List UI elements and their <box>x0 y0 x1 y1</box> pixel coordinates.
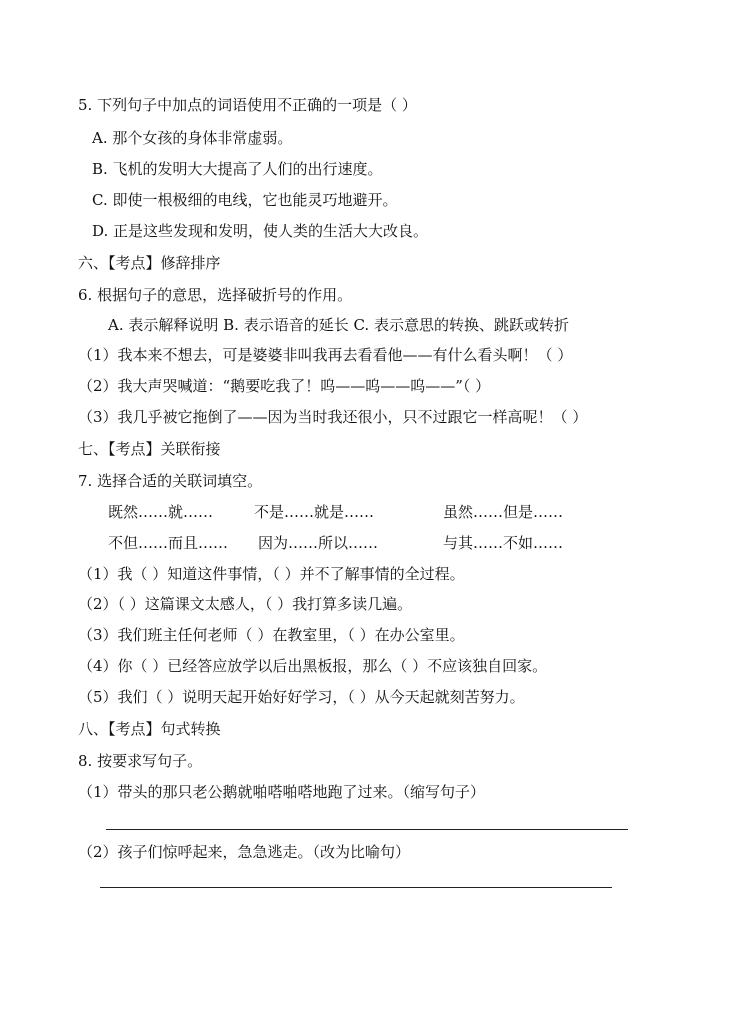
q8-answer-line-2[interactable] <box>100 887 612 888</box>
q8-item-2: （2）孩子们惊呼起来，急急逃走。（改为比喻句） <box>78 843 411 861</box>
q8-stem: 8. 按要求写句子。 <box>78 752 203 770</box>
q7-word-option: 因为……所以…… <box>258 534 379 552</box>
q6-item-1: （1）我本来不想去，可是婆婆非叫我再去看看他——有什么看头啊！（ ） <box>78 346 573 364</box>
q7-word-option: 不但……而且…… <box>108 534 229 552</box>
q7-word-option: 虽然……但是…… <box>443 503 564 521</box>
q7-word-option: 既然……就…… <box>108 503 214 521</box>
q5-option-b: B. 飞机的发明大大提高了人们的出行速度。 <box>92 160 383 178</box>
q7-item-4: （4）你（ ）已经答应放学以后出黑板报，那么（ ）不应该独自回家。 <box>78 657 548 675</box>
q6-choices: A. 表示解释说明 B. 表示语音的延长 C. 表示意思的转换、跳跃或转折 <box>108 316 569 334</box>
q5-stem: 5. 下列句子中加点的词语使用不正确的一项是（ ） <box>78 96 417 114</box>
q8-item-1: （1）带头的那只老公鹅就啪嗒啪嗒地跑了过来。（缩写句子） <box>78 783 486 801</box>
q7-word-option: 不是……就是…… <box>254 503 375 521</box>
q7-item-5: （5）我们（ ）说明天起开始好好学习，（ ）从今天起就刻苦努力。 <box>78 688 525 706</box>
q5-option-c: C. 即使一根极细的电线，它也能灵巧地避开。 <box>92 191 398 209</box>
q7-item-1: （1）我（ ）知道这件事情，（ ）并不了解事情的全过程。 <box>78 565 465 583</box>
q7-stem: 7. 选择合适的关联词填空。 <box>78 472 263 490</box>
q8-answer-line-1[interactable] <box>106 829 628 830</box>
section-6-title: 六、【考点】修辞排序 <box>78 254 221 272</box>
q6-item-3: （3）我几乎被它拖倒了——因为当时我还很小，只不过跟它一样高呢！（ ） <box>78 408 588 426</box>
section-8-title: 八、【考点】句式转换 <box>78 720 221 738</box>
q5-option-a: A. 那个女孩的身体非常虚弱。 <box>92 129 293 147</box>
q7-item-2: （2）（ ）这篇课文太感人，（ ）我打算多读几遍。 <box>78 595 413 613</box>
q5-option-d: D. 正是这些发现和发明，使人类的生活大大改良。 <box>92 222 429 240</box>
q7-item-3: （3）我们班主任何老师（ ）在教室里，（ ）在办公室里。 <box>78 626 465 644</box>
q6-stem: 6. 根据句子的意思，选择破折号的作用。 <box>78 286 353 304</box>
section-7-title: 七、【考点】关联衔接 <box>78 440 221 458</box>
q6-item-2: （2）我大声哭喊道：“鹅要吃我了！呜——呜——呜——”（ ） <box>78 377 491 395</box>
q7-word-option: 与其……不如…… <box>443 534 564 552</box>
